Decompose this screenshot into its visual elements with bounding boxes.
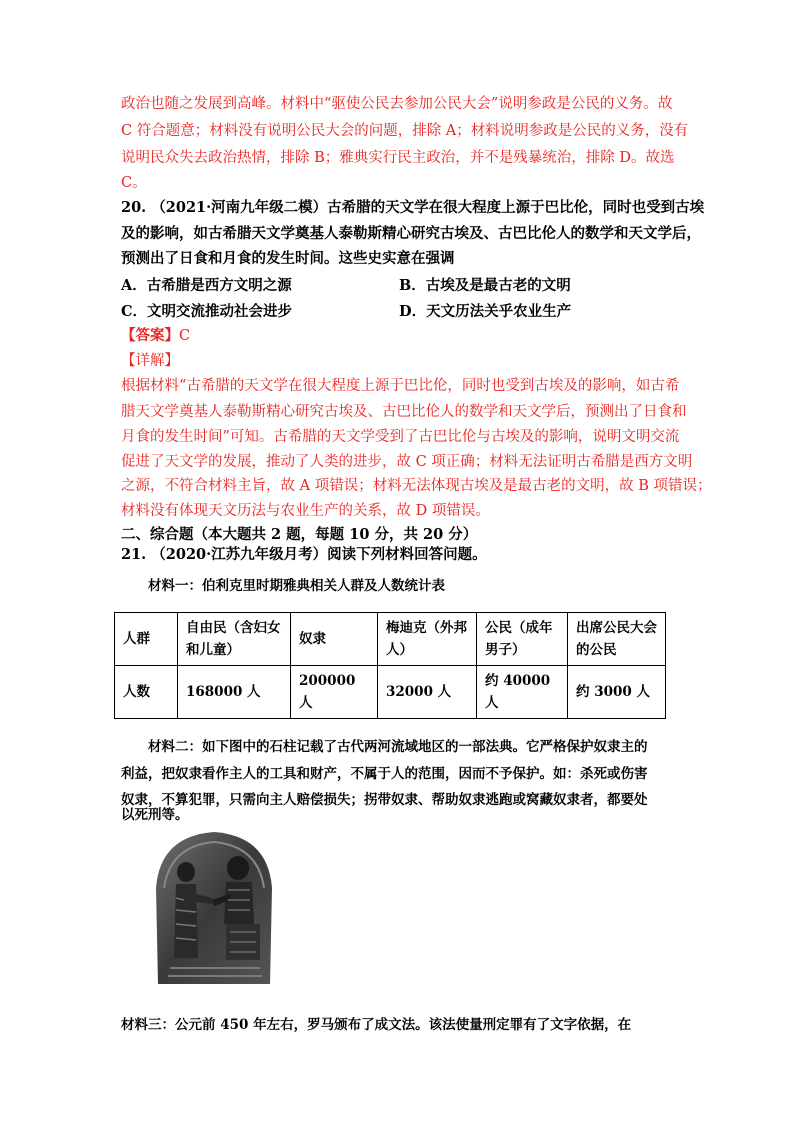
table-cell: 人群 bbox=[115, 613, 178, 666]
population-table bbox=[114, 612, 666, 719]
explanation-line: C 符合题意；材料没有说明公民大会的问题，排除 A；材料说明参政是公民的义务，没有 bbox=[121, 123, 689, 139]
material-2-text: 奴隶，不算犯罪，只需向主人赔偿损失；拐带奴隶、帮助奴隶逃跑或窝藏奴隶者，都要处 bbox=[121, 792, 648, 808]
table-cell: 自由民（含妇女和儿童） bbox=[178, 613, 291, 666]
question-20-stem: 预测出了日食和月食的发生时间。这些史实意在强调 bbox=[121, 250, 455, 267]
option-c: C．文明交流推动社会进步 bbox=[121, 303, 293, 320]
answer-value: C bbox=[179, 328, 191, 344]
table-cell: 32000 人 bbox=[378, 666, 477, 719]
material-2-text: 以死刑等。 bbox=[121, 807, 189, 823]
explanation-line: 根据材料“古希腊的天文学在很大程度上源于巴比伦，同时也受到古埃及的影响，如古希 bbox=[121, 378, 680, 394]
table-cell: 约 3000 人 bbox=[568, 666, 666, 719]
explanation-line: 月食的发生时间”可知。古希腊的天文学受到了古巴比伦与古埃及的影响，说明文明交流 bbox=[121, 429, 680, 445]
table-header-row bbox=[115, 613, 666, 666]
explanation-line: 之源，不符合材料主旨，故 A 项错误；材料无法体现古埃及是最古老的文明，故 B 项错误； bbox=[121, 478, 712, 494]
material-2-text: 利益，把奴隶看作主人的工具和财产，不属于人的范围，因而不予保护。如：杀死或伤害 bbox=[121, 766, 648, 782]
table-cell: 出席公民大会的公民 bbox=[568, 613, 666, 666]
table-cell: 200000 人 bbox=[291, 666, 378, 719]
explanation-line: 政治也随之发展到高峰。材料中“驱使公民去参加公民大会”说明参政是公民的义务。故 bbox=[121, 96, 673, 112]
option-d: D．天文历法关乎农业生产 bbox=[399, 303, 572, 320]
table-cell: 梅迪克（外邦人） bbox=[378, 613, 477, 666]
table-cell: 约 40000 人 bbox=[477, 666, 568, 719]
table-cell: 公民（成年男子） bbox=[477, 613, 568, 666]
question-20-stem: 及的影响，如古希腊天文学奠基人泰勒斯精心研究古埃及、古巴比伦人的数学和天文学后， bbox=[121, 225, 701, 242]
table-cell: 168000 人 bbox=[178, 666, 291, 719]
detail-label: 【详解】 bbox=[121, 353, 179, 369]
question-21-stem: 21. （2020·江苏九年级月考）阅读下列材料回答问题。 bbox=[121, 546, 487, 563]
material-2-text: 材料二：如下图中的石柱记载了古代两河流域地区的一部法典。它严格保护奴隶主的 bbox=[148, 739, 648, 755]
explanation-line: 说明民众失去政治热情，排除 B；雅典实行民主政治，并不是残暴统治，排除 D。故选 bbox=[121, 150, 675, 166]
option-a: A．古希腊是西方文明之源 bbox=[121, 277, 292, 294]
material-1-title: 材料一：伯利克里时期雅典相关人群及人数统计表 bbox=[148, 578, 445, 594]
explanation-line: 腊天文学奠基人泰勒斯精心研究古埃及、古巴比伦人的数学和天文学后，预测出了日食和 bbox=[121, 404, 687, 420]
explanation-line: 促进了天文学的发展，推动了人类的进步，故 C 项正确；材料无法证明古希腊是西方文明 bbox=[121, 454, 693, 470]
table-cell: 人数 bbox=[115, 666, 178, 719]
question-20-stem: 20. （2021·河南九年级二模）古希腊的天文学在很大程度上源于巴比伦，同时也受到古埃 bbox=[121, 199, 705, 216]
table-cell: 奴隶 bbox=[291, 613, 378, 666]
stele-image bbox=[150, 828, 278, 984]
section-title: 二、综合题（本大题共 2 题，每题 10 分，共 20 分） bbox=[121, 526, 478, 543]
option-b: B．古埃及是最古老的文明 bbox=[399, 277, 571, 294]
explanation-line: C。 bbox=[121, 175, 147, 191]
explanation-line: 材料没有体现天文历法与农业生产的关系，故 D 项错误。 bbox=[121, 503, 490, 519]
table-row bbox=[115, 666, 666, 719]
answer-label: 【答案】 bbox=[121, 327, 179, 344]
material-3-text: 材料三：公元前 450 年左右，罗马颁布了成文法。该法使量刑定罪有了文字依据，在 bbox=[121, 1017, 632, 1033]
answer-line bbox=[121, 324, 190, 345]
